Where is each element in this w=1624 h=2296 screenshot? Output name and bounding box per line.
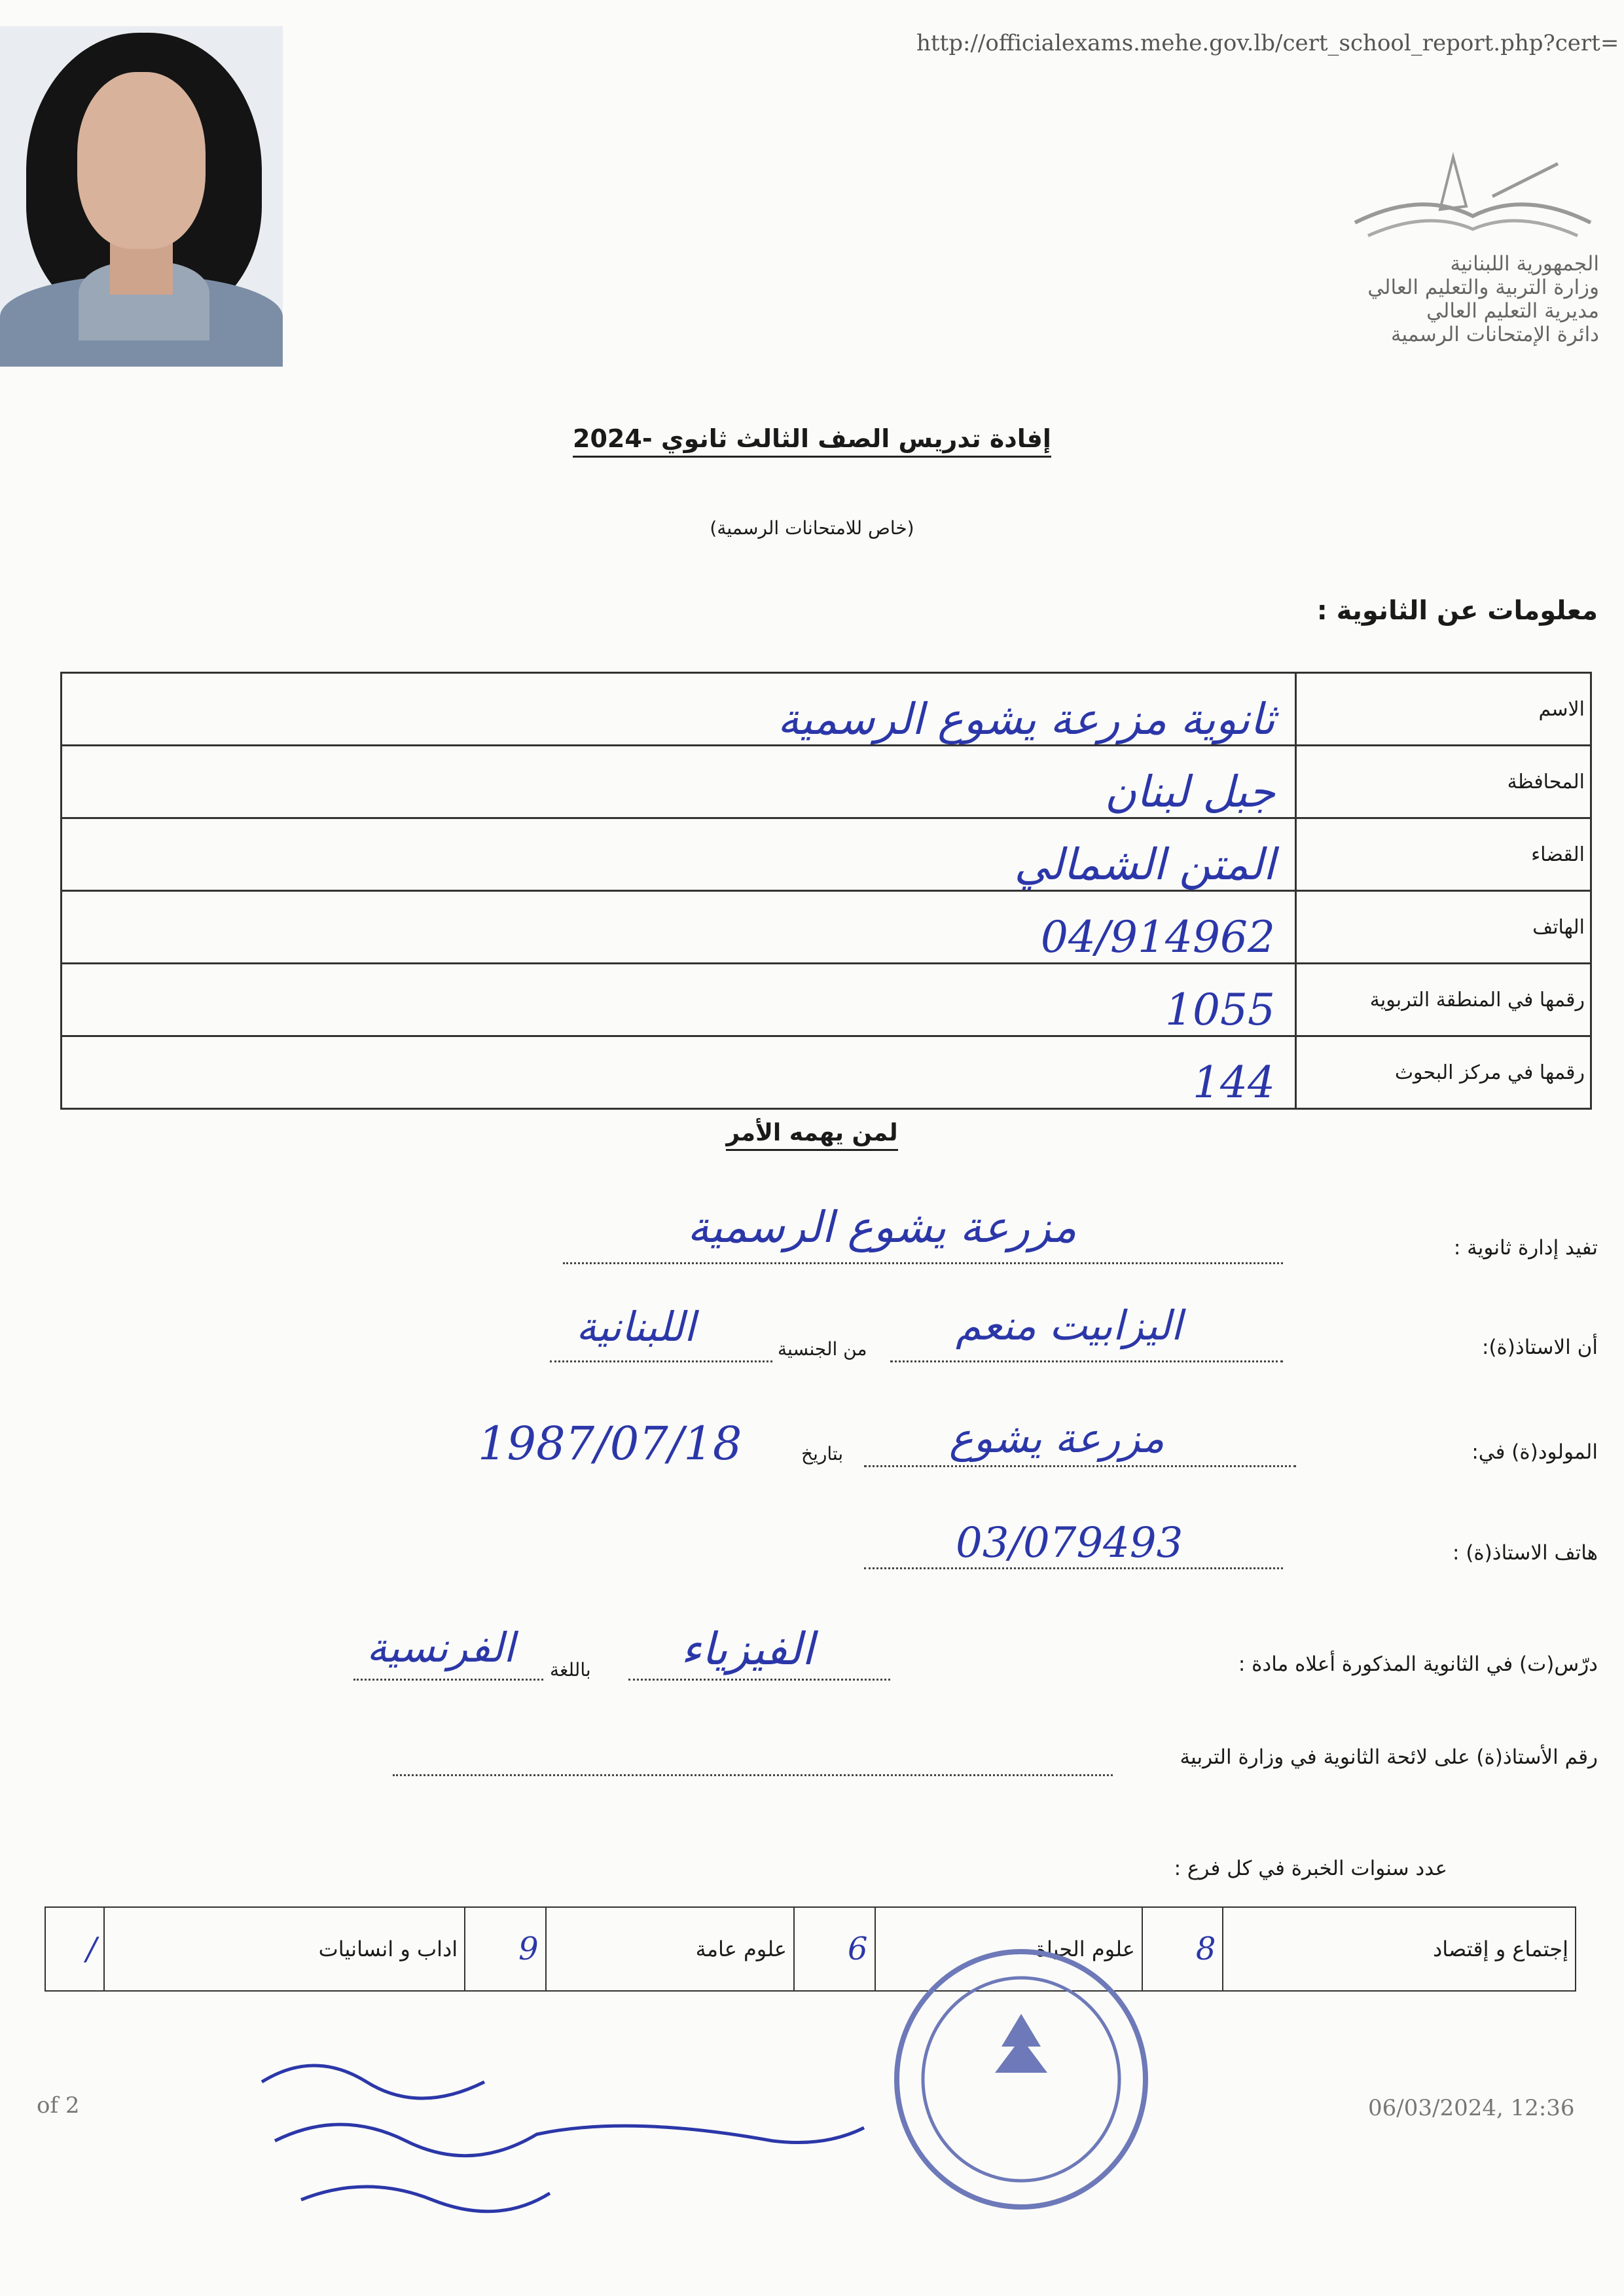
table-row — [45, 1907, 1576, 1991]
ministry-line-republic: الجمهورية اللبنانية — [1450, 252, 1599, 276]
ministry-line-department: دائرة الإمتحانات الرسمية — [1390, 323, 1599, 346]
school-phone-label: الهاتف — [1296, 891, 1591, 964]
nationality-dotted-line — [550, 1359, 772, 1362]
page-count: of 2 — [37, 2092, 80, 2119]
branch-socio-econ-label: إجتماع و إقتصاد — [1223, 1907, 1576, 1991]
branch-life-sciences-label: علوم الحياة — [875, 1907, 1142, 1991]
table-row — [62, 964, 1591, 1036]
branch-life-sciences-years: 6 — [794, 1907, 875, 1991]
research-number-label: رقمها في مركز البحوث — [1296, 1036, 1591, 1109]
school-stamp-icon — [884, 1942, 1159, 2217]
teacher-dotted-line — [890, 1359, 1283, 1362]
district-label: القضاء — [1296, 818, 1591, 891]
ministry-logo-icon — [1342, 144, 1604, 249]
to-whom-heading: لمن يهمه الأمر — [0, 1120, 1624, 1146]
table-row — [62, 673, 1591, 746]
born-label: المولود(ة) في: — [1471, 1440, 1598, 1464]
experience-table — [45, 1906, 1576, 1992]
experience-label: عدد سنوات الخبرة في كل فرع : — [1174, 1857, 1447, 1880]
subject-value: الفيزياء — [681, 1624, 814, 1675]
language-label: باللغة — [550, 1659, 591, 1681]
admin-label: تفيد إدارة ثانوية : — [1453, 1236, 1598, 1260]
teacher-phone-label: هاتف الاستاذ(ة) : — [1453, 1541, 1598, 1565]
teacher-value: اليزابيت منعم — [956, 1302, 1182, 1349]
branch-socio-econ-years: 8 — [1142, 1907, 1223, 1991]
document-subtitle: (خاص للامتحانات الرسمية) — [710, 517, 914, 539]
teacher-label: أن الاستاذ(ة): — [1482, 1336, 1598, 1359]
branch-humanities-label: اداب و انسانيات — [104, 1907, 465, 1991]
register-dotted-line — [393, 1773, 1113, 1776]
language-value: الفرنسية — [367, 1624, 515, 1671]
ministry-header — [1285, 252, 1599, 346]
nationality-label: من الجنسية — [778, 1338, 867, 1360]
section-title: معلومات عن الثانوية : — [1316, 596, 1598, 626]
ministry-line-ministry: وزارة التربية والتعليم العالي — [1367, 276, 1599, 299]
admin-dotted-line — [563, 1261, 1283, 1264]
nationality-value: اللبنانية — [576, 1303, 696, 1351]
signature-icon — [236, 2043, 890, 2265]
school-name-label: الاسم — [1296, 673, 1591, 746]
region-number-label: رقمها في المنطقة التربوية — [1296, 964, 1591, 1036]
school-phone-value: 04/914962 — [62, 891, 1296, 964]
subject-dotted-line — [628, 1677, 890, 1681]
research-number-value: 144 — [62, 1036, 1296, 1109]
birth-date-value: 1987/07/18 — [478, 1417, 742, 1470]
branch-general-sciences-years: 9 — [465, 1907, 546, 1991]
governorate-label: المحافظة — [1296, 746, 1591, 818]
print-datetime: 06/03/2024, 12:36 — [1368, 2095, 1575, 2121]
date-label: بتاريخ — [801, 1443, 844, 1465]
ministry-line-directorate: مديرية التعليم العالي — [1426, 299, 1599, 323]
region-number-value: 1055 — [62, 964, 1296, 1036]
table-row — [62, 891, 1591, 964]
school-name-value: ثانوية مزرعة يشوع الرسمية — [62, 673, 1296, 746]
table-row — [62, 1036, 1591, 1109]
register-label: رقم الأستاذ(ة) على لائحة الثانوية في وزارة التربية — [1180, 1745, 1598, 1769]
table-row — [62, 818, 1591, 891]
table-row — [62, 746, 1591, 818]
school-info-table — [60, 672, 1592, 1110]
born-dotted-line — [864, 1464, 1296, 1467]
district-value: المتن الشمالي — [62, 818, 1296, 891]
subject-label: درّس(ت) في الثانوية المذكورة أعلاه مادة : — [1238, 1652, 1598, 1676]
applicant-photo — [0, 26, 283, 367]
document-title: إفادة تدريس الصف الثالث ثانوي -2024 — [0, 424, 1624, 453]
page-url: http://officialexams.mehe.gov.lb/cert_school_report.php?cert= — [916, 30, 1619, 56]
governorate-value: جبل لبنان — [62, 746, 1296, 818]
branch-general-sciences-label: علوم عامة — [546, 1907, 794, 1991]
admin-value: مزرعة يشوع الرسمية — [687, 1202, 1077, 1252]
branch-humanities-years: / — [45, 1907, 104, 1991]
born-place-value: مزرعة يشوع — [949, 1414, 1164, 1462]
teacher-phone-value: 03/079493 — [956, 1519, 1183, 1567]
language-dotted-line — [353, 1677, 543, 1681]
